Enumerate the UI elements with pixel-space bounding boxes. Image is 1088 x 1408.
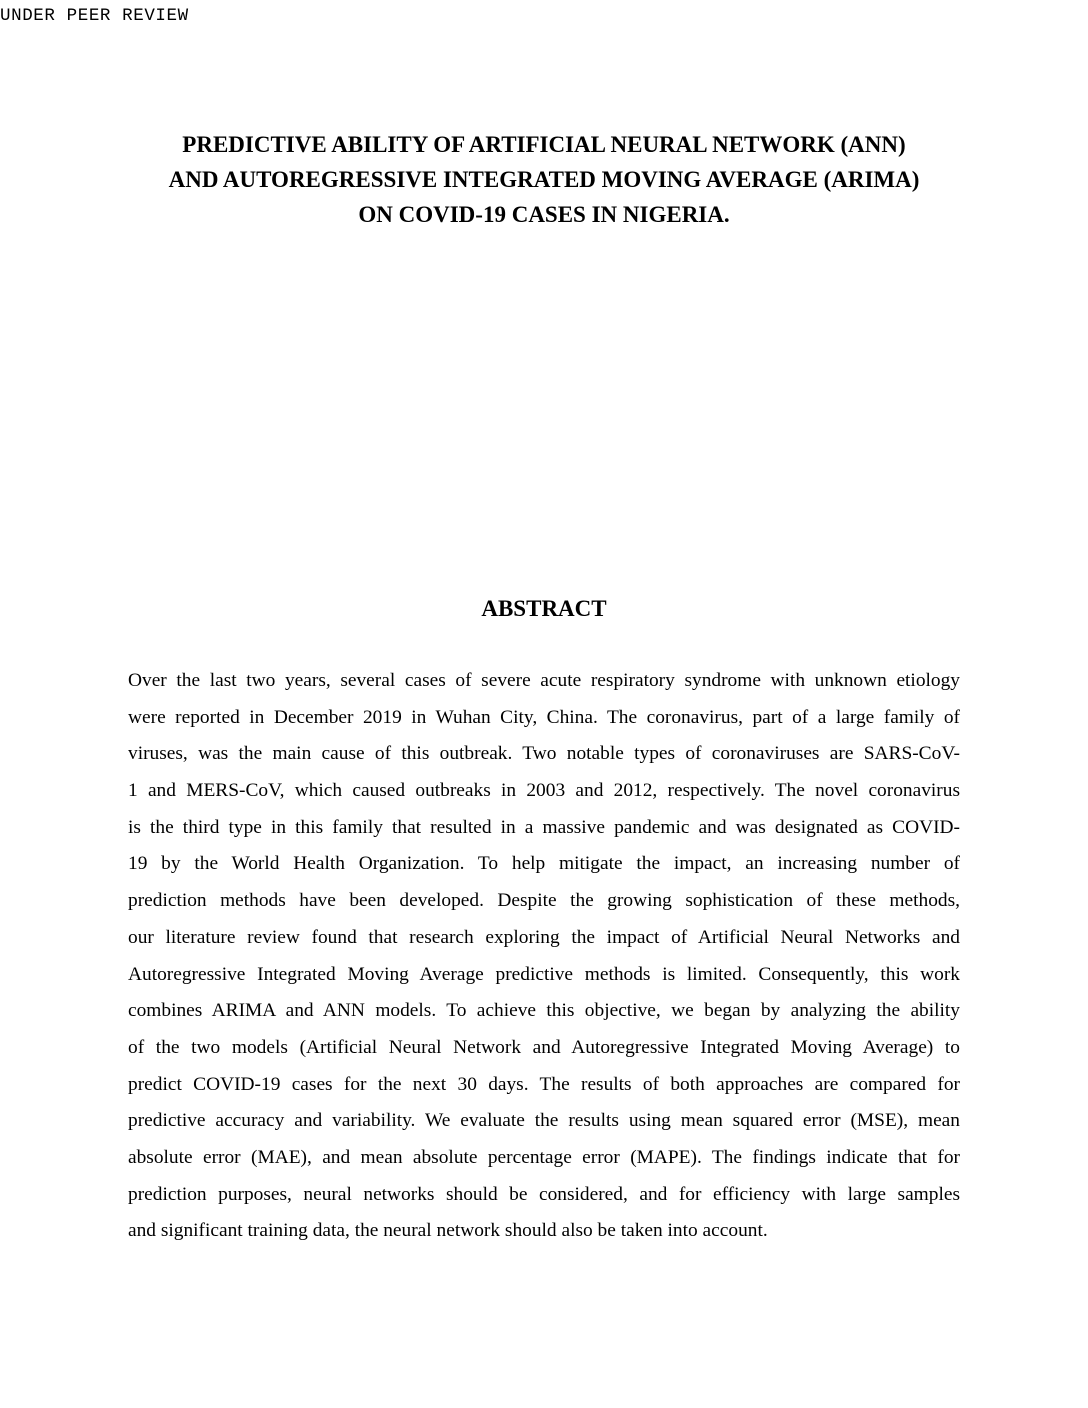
- abstract-line: and significant training data, the neural network should also be taken into account.: [128, 1220, 768, 1242]
- abstract-heading: ABSTRACT: [481, 596, 607, 621]
- abstract-line: predict COVID-19 cases for the next 30 days. The results of both approaches are compared for: [128, 1073, 960, 1095]
- title-line: AND AUTOREGRESSIVE INTEGRATED MOVING AVERAGE (ARIMA): [168, 167, 920, 192]
- abstract-line: prediction purposes, neural networks should be considered, and for efficiency with large samples: [128, 1183, 960, 1205]
- abstract-line: prediction methods have been developed. Despite the growing sophistication of these methods,: [128, 890, 960, 912]
- title-line: PREDICTIVE ABILITY OF ARTIFICIAL NEURAL NETWORK (ANN): [182, 132, 906, 157]
- abstract-line: is the third type in this family that resulted in a massive pandemic and was designated as COVID-: [128, 816, 960, 838]
- abstract-line: absolute error (MAE), and mean absolute percentage error (MAPE). The findings indicate that for: [128, 1146, 960, 1168]
- abstract-line: predictive accuracy and variability. We evaluate the results using mean squared error (MSE), mean: [128, 1110, 960, 1132]
- abstract-line: 1 and MERS-CoV, which caused outbreaks in 2003 and 2012, respectively. The novel coronavirus: [128, 780, 960, 802]
- abstract-line: 19 by the World Health Organization. To help mitigate the impact, an increasing number of: [128, 853, 960, 875]
- title-line: ON COVID-19 CASES IN NIGERIA.: [358, 202, 730, 227]
- peer-review-watermark: UNDER PEER REVIEW: [0, 6, 189, 26]
- abstract-line: Over the last two years, several cases of severe acute respiratory syndrome with unknown etiology: [128, 670, 960, 691]
- abstract-line: viruses, was the main cause of this outbreak. Two notable types of coronaviruses are SARS-CoV-: [128, 743, 960, 765]
- abstract-line: were reported in December 2019 in Wuhan City, China. The coronavirus, part of a large family of: [128, 706, 960, 728]
- abstract-line: Autoregressive Integrated Moving Average predictive methods is limited. Consequently, this work: [128, 963, 960, 985]
- paper-title: [110, 127, 978, 232]
- abstract-body: [128, 663, 960, 1250]
- abstract-line: our literature review found that research exploring the impact of Artificial Neural Networks and: [128, 926, 960, 948]
- abstract-line: of the two models (Artificial Neural Network and Autoregressive Integrated Moving Average) to: [128, 1036, 960, 1058]
- abstract-line: combines ARIMA and ANN models. To achieve this objective, we began by analyzing the ability: [128, 1000, 960, 1022]
